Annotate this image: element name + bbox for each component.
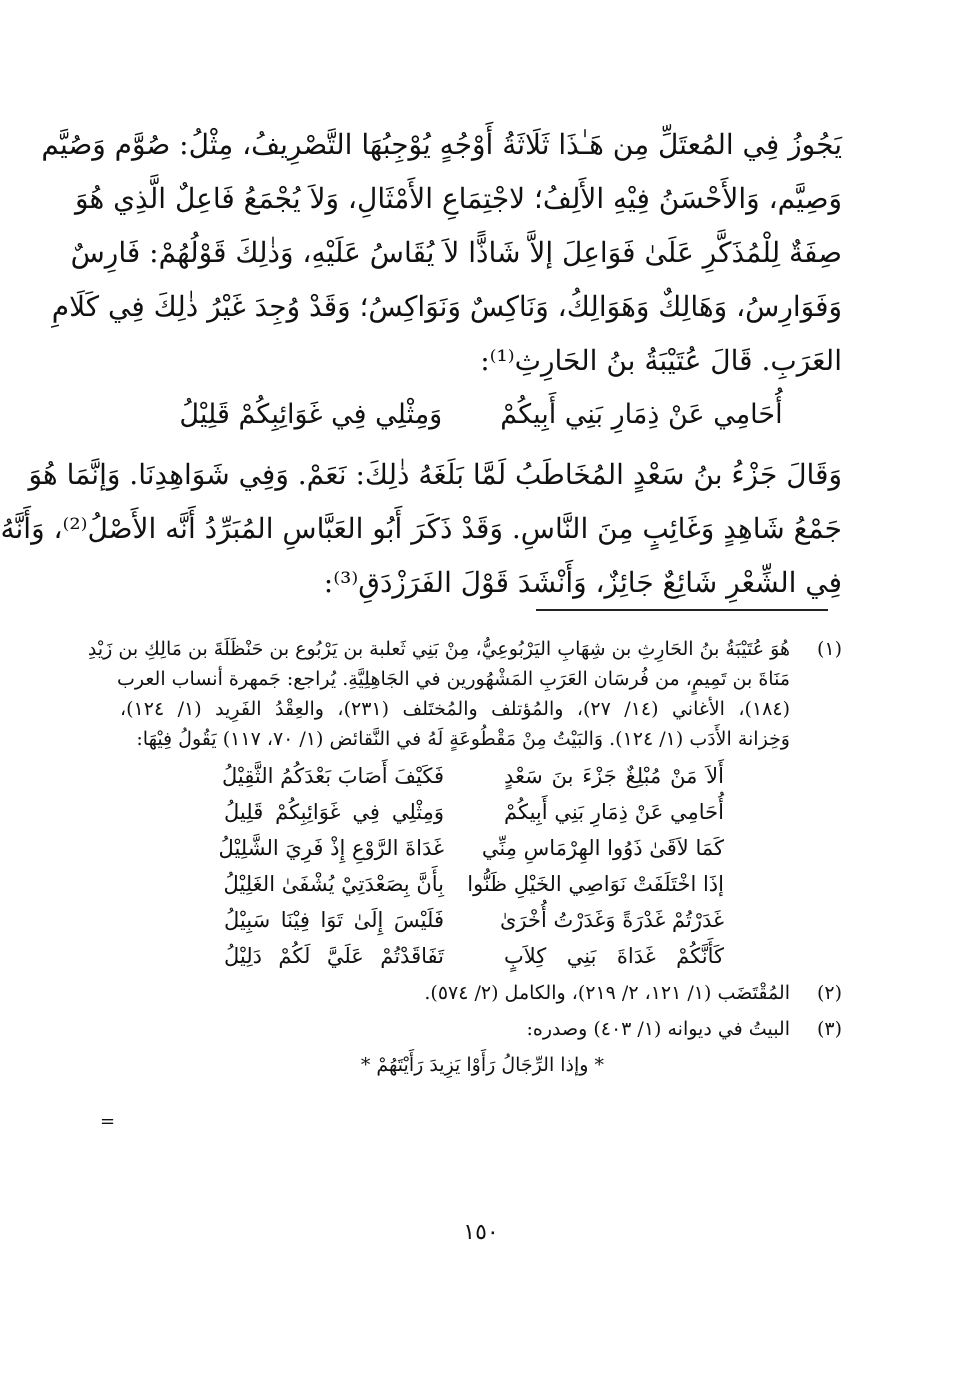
text-line: العَرَبِ. قَالَ عُتَيْبَةُ بنُ الحَارِثِ⁽¹⁾: [480, 344, 842, 377]
poem-row [224, 758, 724, 794]
footnote-1-line: (١٨٤)، الأغاني (١٤/ ٢٧)، والمُؤتلف والمُختَلف (٢٣١)، والعِقْدُ الفَرِيد (١/ ١٢٤)، [120, 698, 790, 720]
poem-second-hemistich: فَلَيْسَ إِلَىٰ تَوَا فِيْنَا سَبِيْلُ [224, 908, 444, 932]
verse-second-hemistich: وَمِثْلِي فِي غَوَائِبِكُمْ قَلِيْلُ [179, 399, 443, 430]
footnote-text: البيتُ في ديوانه (١/ ٤٠٣) وصدره: [526, 1018, 790, 1040]
footnote-3 [120, 1014, 842, 1044]
text-line: وَصِيَّم، وَالأَحْسَنُ فِيْهِ الأَلِفُ؛ لاجْتِمَاعِ الأَمْثَالِ، وَلاَ يُجْمَعُ فَاعِلٌ الَّذِي هُوَ [75, 182, 842, 215]
footnote-3-verse: * وإذا الرِّجَالُ رَأَوْا يَزِيدَ رَأَيْتَهُمْ * [360, 1054, 604, 1076]
poem-second-hemistich: بِأَنَّ بِصَعْدَتِيْ يُشْفَىٰ الغَلِيْلُ [223, 872, 444, 896]
text-line: فِي الشِّعْرِ شَائِعٌ جَائِزٌ، وَأَنْشَدَ قَوْلَ الفَرَزْدَقِ⁽³⁾: [323, 566, 842, 599]
poem-second-hemistich: وَمِثْلِي فِي غَوَائِبِكُمْ قَلِيلُ [224, 800, 444, 824]
text-line: يَجُوزُ فِي المُعتَلِّ مِن هَـٰذَا ثَلَاثَةُ أَوْجُهٍ يُوْجِبُهَا التَّصْرِيفُ، مِثْلُ: صُوَّم وَصُيَّم [41, 128, 842, 161]
text-line: جَمْعُ شَاهِدٍ وَغَائِبٍ مِنَ النَّاسِ. وَقَدْ ذَكَرَ أَبُو العَبَّاسِ المُبَرِّدُ أَنَّه الأَصْلُ⁽²⁾، وَأَنَّهُ [0, 512, 842, 545]
poem-row [224, 866, 724, 902]
footnote-number: (٢) [816, 982, 842, 1004]
page-number: ١٥٠ [463, 1220, 499, 1245]
footnotes [87, 634, 842, 1080]
footnote-1-line: مَنَاةَ بن تَمِيمٍ، من فُرسَان العَرَبِ المَشْهُورين في الجَاهِلِيَّةِ. يُراجع: جَمهرة أنساب العرب [117, 668, 790, 690]
poem-first-hemistich: إذَا اخْتَلَفَتْ نَوَاصِي الخَيْلِ ظَنُّوا [467, 872, 724, 896]
poem-first-hemistich: غَدَرْتُمْ غَدْرَةً وَغَدَرْتُ أُخْرَىٰ [499, 908, 724, 932]
poem-row [218, 830, 724, 866]
poem-row [224, 902, 724, 938]
poem-first-hemistich: كَمَا لاَقَىٰ ذَوُوا الهِرْمَاسِ مِنِّي [481, 836, 724, 860]
footnote-poem [218, 758, 724, 974]
poem-second-hemistich: تَفَاقَدْتُمْ عَلَيَّ لَكُمْ دَلِيْلُ [224, 944, 444, 968]
poem-row [224, 938, 724, 974]
footnote-1-line [87, 634, 842, 664]
poetry-verse [120, 388, 842, 448]
text-line: صِفَةٌ لِلْمُذَكَّرِ عَلَىٰ فَوَاعِلَ إلاَّ شَاذًّا لاَ يُقَاسُ عَلَيْهِ، وَذٰلِكَ قَوْلُهُمْ: فَارِسٌ [70, 236, 842, 269]
text-line: وَفَوَارِسُ، وَهَالِكٌ وَهَوَالِكُ، وَنَاكِسٌ وَنَوَاكِسُ؛ وَقَدْ وُجِدَ غَيْرُ ذٰلِكَ فِي كَلَامِ [51, 290, 842, 323]
footnote-2 [120, 978, 842, 1008]
footnote-number: (١) [816, 638, 842, 660]
main-text [0, 118, 842, 610]
poem-second-hemistich: غَدَاةَ الرَّوْعِ إِذْ فَرِيَ الشَّلِيْلُ [218, 836, 444, 860]
poem-first-hemistich: أُحَامِي عَنْ ذِمَارِ بَنِي أَبِيكُمْ [504, 800, 724, 824]
text-line: وَقَالَ جَزْءُ بنُ سَعْدٍ المُخَاطَبُ لَمَّا بَلَغَهُ ذٰلِكَ: نَعَمْ. وَفِي شَوَاهِدِنَا. وَإنَّمَا هُوَ [28, 458, 842, 491]
continuation-mark: = [100, 1111, 116, 1132]
footnote-text: هُوَ عُتَيْبَةُ بنُ الحَارِثِ بن شِهَابِ اليَرْبُوعِيُّ، مِنْ بَنِي ثَعلبة بن يَرْبُوع بن حَنْظَلَةَ بن مَالِكِ بن زَيْدِ [87, 638, 790, 660]
poem-first-hemistich: أَلاَ مَنْ مُبْلِغٌ جَزْءَ بنَ سَعْدٍ [504, 764, 724, 788]
verse-first-hemistich: أُحَامِي عَنْ ذِمَارِ بَنِي أَبِيكُمْ [500, 399, 783, 430]
poem-first-hemistich: كَأَنَّكُمْ غَدَاةَ بَنِي كِلاَبٍ [504, 944, 724, 968]
poem-second-hemistich: فَكَيْفَ أَصَابَ بَعْدَكُمُ الثَّقِيْلُ [222, 764, 444, 788]
footnote-1-line: وَخِزانة الأَدَب (١/ ١٢٤). وَالبَيْتُ مِنْ مَقْطُوعَةٍ لَهُ في النَّقائض (١/ ٧٠، ١١٧) يَقُولُ فِيْهَا: [136, 728, 790, 750]
footnote-text: المُقْتَضَب (١/ ١٢١، ٢/ ٢١٩)، والكامل (٢/ ٥٧٤). [424, 982, 790, 1004]
footnote-separator [536, 609, 828, 611]
poem-row [224, 794, 724, 830]
footnote-number: (٣) [816, 1018, 842, 1040]
